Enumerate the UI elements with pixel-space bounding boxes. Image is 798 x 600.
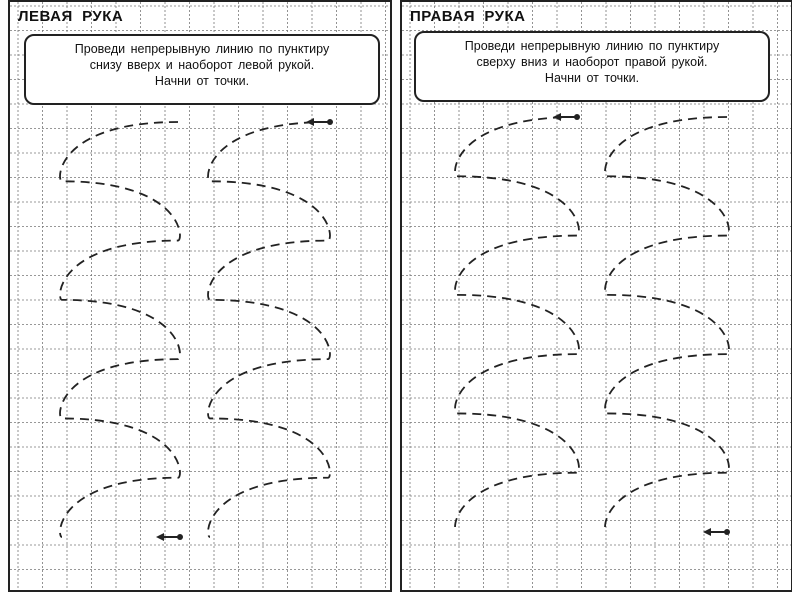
left-hand-page <box>8 0 392 592</box>
instruction-line-2: сверху вниз и наоборот правой рукой. <box>476 55 708 69</box>
instruction-line-1: Проведи непрерывную линию по пунктиру <box>464 39 720 53</box>
arrow-left-icon <box>306 118 314 126</box>
start-dot <box>724 529 730 535</box>
start-dot <box>574 114 580 120</box>
arrow-left-icon <box>553 113 561 121</box>
start-dot-arrow-top <box>306 118 333 126</box>
instruction-line-3: Начни от точки. <box>154 74 250 88</box>
start-dot <box>177 534 183 540</box>
instruction-box <box>414 31 770 102</box>
right-hand-page <box>400 0 792 592</box>
start-dot <box>327 119 333 125</box>
instruction-line-1: Проведи непрерывную линию по пунктиру <box>74 42 330 56</box>
instruction-line-2: снизу вверх и наоборот левой рукой. <box>89 58 315 72</box>
page-title: ЛЕВАЯ РУКА <box>18 8 124 25</box>
wave-trace-path-right[interactable] <box>208 122 330 537</box>
wave-trace-path-left[interactable] <box>60 122 180 537</box>
start-dot-arrow-bottom <box>156 533 183 541</box>
start-dot-arrow-bottom <box>703 528 730 536</box>
arrow-left-icon <box>156 533 164 541</box>
page-title: ПРАВАЯ РУКА <box>410 8 526 25</box>
start-dot-arrow-top <box>553 113 580 121</box>
instruction-line-3: Начни от точки. <box>544 71 640 85</box>
wave-trace-path-left[interactable] <box>455 117 579 532</box>
wave-trace-path-right[interactable] <box>605 117 729 532</box>
arrow-left-icon <box>703 528 711 536</box>
instruction-box <box>24 34 380 105</box>
